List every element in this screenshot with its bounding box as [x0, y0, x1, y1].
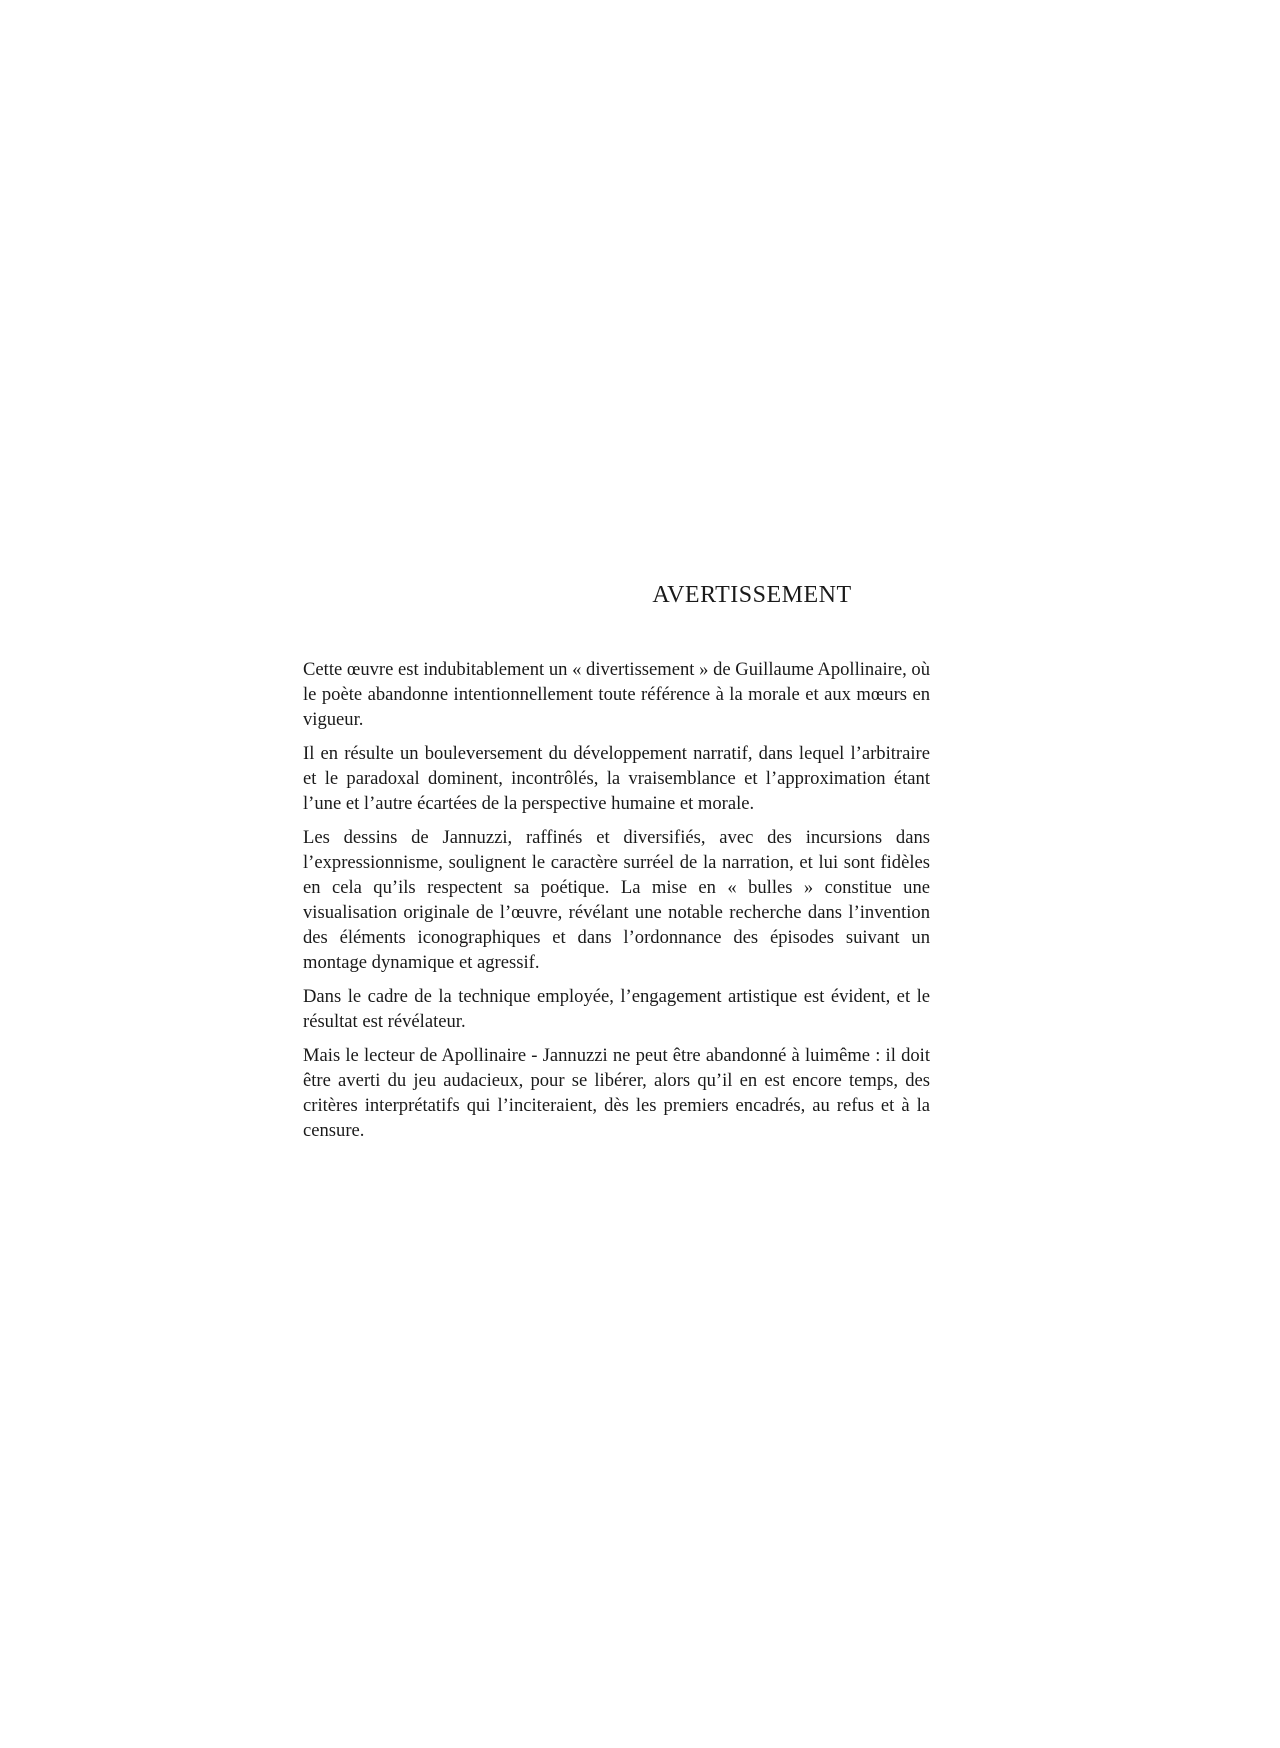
paragraph: Il en résulte un bouleversement du développement narratif, dans lequel l’arbitraire et le paradoxal dominent, incontrôlés, la vraisemblance et l’approximation étant l’une et l’autre écartées de la perspective humaine et morale. [303, 743, 930, 814]
paragraph: Dans le cadre de la technique employée, l’engagement artistique est évident, et le résultat est révélateur. [303, 986, 930, 1032]
paragraph: Les dessins de Jannuzzi, raffinés et diversifiés, avec des incursions dans l’expressionnisme, soulignent le caractère surréel de la narration, et lui sont fidèles en cela qu’ils respectent sa poétique. La mise en « bulles » constitue une visualisation originale de l’œuvre, révélant une notable recherche dans l’invention des éléments iconographiques et dans l’ordonnance des épisodes suivant un montage dynamique et agressif. [303, 827, 930, 973]
paragraph: Mais le lecteur de Apollinaire - Jannuzzi ne peut être abandonné à luimême : il doit être averti du jeu audacieux, pour se libérer, alors qu’il en est encore temps, des critères interprétatifs qui l’inciteraient, dès les premiers encadrés, au refus et à la censure. [303, 1045, 930, 1141]
paragraph: Cette œuvre est indubitablement un « divertissement » de Guillaume Apollinaire, où le poète abandonne intentionnellement toute référence à la morale et aux mœurs en vigueur. [303, 659, 930, 730]
page-title: AVERTISSEMENT [652, 582, 852, 608]
body-text [303, 657, 930, 1152]
